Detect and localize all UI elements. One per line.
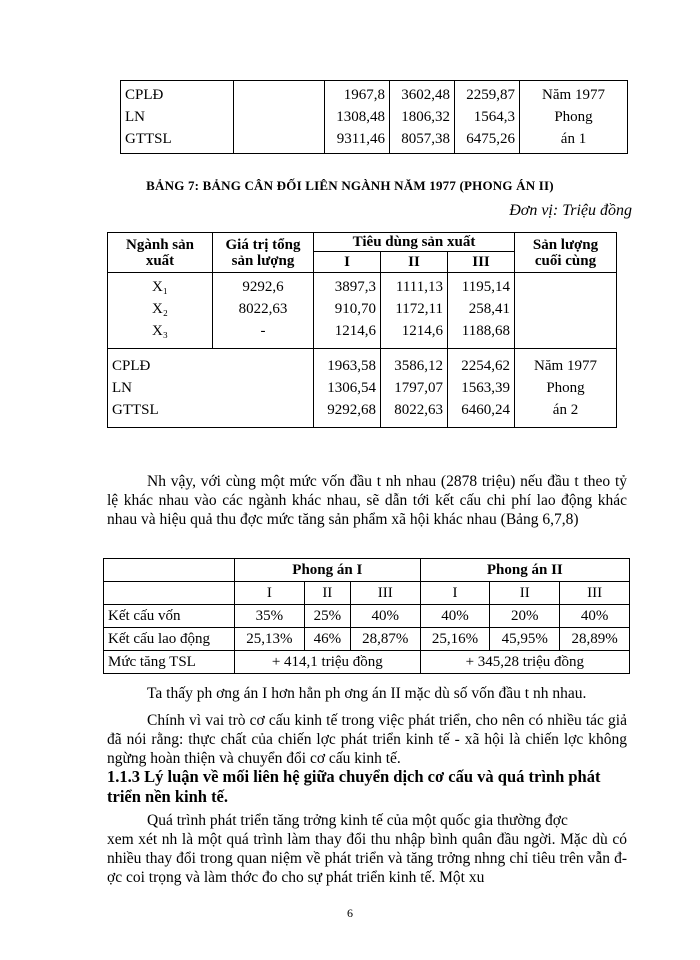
cell: 40%	[350, 605, 420, 628]
cell: 9292,6	[242, 279, 284, 295]
section-heading: 1.1.3 Lý luận về mối liên hệ giữa chuyển dịch cơ cấu và quá trình phát triển nền kinh tế.	[107, 767, 601, 806]
cell: 40%	[560, 605, 630, 628]
table-header-row	[108, 233, 617, 252]
value-col	[213, 273, 314, 349]
cell: 8022,63	[238, 301, 288, 317]
cell: 6475,26	[466, 131, 515, 147]
cell: 25%	[304, 605, 350, 628]
header-I: I	[314, 252, 381, 273]
cell: 1564,3	[473, 109, 515, 125]
cell: 46%	[304, 628, 350, 651]
col-2	[390, 81, 455, 154]
sub-header: I	[235, 582, 305, 605]
cell: 25,16%	[420, 628, 490, 651]
cell: CPLĐ	[112, 358, 151, 374]
paragraph-comparison: Nh vậy, với cùng một mức vốn đầu t nh nhau (2878 triệu) nếu đầu t theo tỷ lệ khác nhau vào các ngành khác nhau, sẽ dẫn tới kết cấu chi phí lao động khác nhau và hiệu quả thu đợc mức tăng sản phẩm xã hội khác nhau (Bảng 6,7,8)	[107, 473, 627, 528]
use-III-col	[448, 349, 515, 428]
cell: X₂	[151, 301, 169, 317]
cell: Năm 1977	[542, 87, 605, 103]
sub-header: III	[350, 582, 420, 605]
sub-header: II	[304, 582, 350, 605]
cell: Phong	[554, 109, 593, 125]
unit-label: Đơn vị: Triệu đồng	[509, 202, 632, 219]
cell: 1214,6	[334, 323, 376, 339]
cell: 9292,68	[327, 402, 376, 418]
row-label: Kết cấu lao động	[104, 628, 235, 651]
cell: Phong	[546, 380, 585, 396]
cell: án 2	[552, 402, 579, 418]
cell: 1188,68	[461, 323, 510, 339]
cell: 258,41	[468, 301, 510, 317]
cell: X₁	[151, 279, 169, 295]
cell: 6460,24	[461, 402, 510, 418]
cell: + 414,1 triệu đồng	[235, 651, 421, 674]
cell: 1967,8	[343, 87, 385, 103]
col-note	[520, 81, 628, 154]
header-plan2: Phong án II	[420, 559, 629, 582]
cell: 28,89%	[560, 628, 630, 651]
row-label: Mức tăng TSL	[104, 651, 235, 674]
table-row	[104, 651, 630, 674]
header-use: Tiêu dùng sản xuất	[314, 233, 515, 252]
table-row	[108, 273, 617, 349]
use-III-col	[448, 273, 515, 349]
header-III: III	[448, 252, 515, 273]
table-plan-comparison	[103, 558, 630, 674]
row-labels	[108, 349, 314, 428]
use-II-col	[381, 273, 448, 349]
cell: 20%	[490, 605, 560, 628]
final-col	[515, 349, 617, 428]
cell: án 1	[560, 131, 587, 147]
page-number: 6	[347, 906, 353, 920]
cell: 3897,3	[334, 279, 376, 295]
header-final: Sản lượng cuối cùng	[515, 233, 617, 273]
cell: 1563,39	[461, 380, 510, 396]
col-3	[455, 81, 520, 154]
cell: 3586,12	[394, 358, 443, 374]
cell: + 345,28 triệu đồng	[420, 651, 629, 674]
use-II-col	[381, 349, 448, 428]
row-labels	[121, 81, 234, 154]
sub-header: III	[560, 582, 630, 605]
paragraph-development: xem xét nh là một quá trình làm thay đổi thu nhập bình quân đầu ngời. Mặc dù có nhiều thay đổi trong quan niệm về phát triển và tăng trởng nhng chỉ tiêu trên vẫn đợc coi trọng và làm thớc đo cho sự phát triển kinh tế. Một xu	[107, 831, 627, 886]
cell: 1195,14	[461, 279, 510, 295]
cell: 35%	[235, 605, 305, 628]
use-I-col	[314, 273, 381, 349]
cell: 45,95%	[490, 628, 560, 651]
table-header-row	[104, 582, 630, 605]
cell: 1172,11	[395, 301, 443, 317]
sector-col	[108, 273, 213, 349]
cell: 3602,48	[401, 87, 450, 103]
cell: 2259,87	[466, 87, 515, 103]
cell: 2254,62	[461, 358, 510, 374]
final-col	[515, 273, 617, 349]
cell: 8022,63	[394, 402, 443, 418]
cell: 910,70	[334, 301, 376, 317]
cell: 1214,6	[401, 323, 443, 339]
table-row	[108, 349, 617, 428]
cell: GTTSL	[112, 402, 159, 418]
label-gttsl: GTTSL	[125, 131, 172, 147]
cell: 1308,48	[336, 109, 385, 125]
label-cpld: CPLĐ	[125, 87, 164, 103]
cell: LN	[112, 380, 132, 396]
empty-cell	[104, 582, 235, 605]
row-label: Kết cấu vốn	[104, 605, 235, 628]
table-plan1-balance	[120, 80, 628, 154]
col-1	[325, 81, 390, 154]
cell: 40%	[420, 605, 490, 628]
cell: 1111,13	[395, 279, 443, 295]
paragraph-development-line1: Quá trình phát triển tăng trởng kinh tế của một quốc gia thường đợc	[147, 812, 568, 829]
paragraph-conclusion: Ta thấy ph ơng án I hơn hẳn ph ơng án II mặc dù số vốn đầu t nh nhau.	[147, 685, 587, 702]
table-row	[104, 605, 630, 628]
cell: X₃	[151, 323, 169, 339]
cell: 1963,58	[327, 358, 376, 374]
table-row	[121, 81, 628, 154]
cell: 9311,46	[336, 131, 385, 147]
empty-cell	[234, 81, 325, 154]
header-II: II	[381, 252, 448, 273]
table-row	[104, 628, 630, 651]
cell: 28,87%	[350, 628, 420, 651]
cell: 1806,32	[401, 109, 450, 125]
cell: 25,13%	[235, 628, 305, 651]
table-plan2-balance	[107, 232, 617, 428]
paragraph-role: Chính vì vai trò cơ cấu kinh tế trong việc phát triển, cho nên có nhiều tác giả đã nói rằng: thực chất của chiến lợc phát triển kinh tế - xã hội là chiến lợc không ngừng hoàn thiện và chuyển đổi cơ cấu kinh tế.	[107, 712, 627, 767]
cell: Năm 1977	[534, 358, 597, 374]
header-plan1: Phong án I	[235, 559, 421, 582]
cell: 1797,07	[394, 380, 443, 396]
empty-cell	[104, 559, 235, 582]
cell: 1306,54	[327, 380, 376, 396]
table-caption: BẢNG 7: BẢNG CÂN ĐỐI LIÊN NGÀNH NĂM 1977 (PHONG ÁN II)	[146, 178, 554, 193]
table-header-row	[104, 559, 630, 582]
use-I-col	[314, 349, 381, 428]
sub-header: II	[490, 582, 560, 605]
cell: -	[260, 323, 266, 339]
cell: 8057,38	[401, 131, 450, 147]
header-value: Giá trị tổng sản lượng	[213, 233, 314, 273]
label-ln: LN	[125, 109, 145, 125]
header-sector: Ngành sản xuất	[108, 233, 213, 273]
sub-header: I	[420, 582, 490, 605]
